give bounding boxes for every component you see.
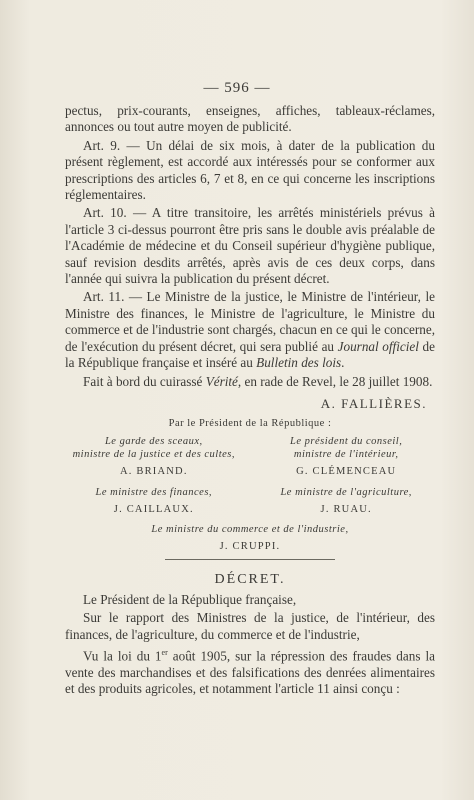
garde-name: A. BRIAND. bbox=[119, 466, 188, 478]
conseil-title-line2: ministre de l'intérieur, bbox=[293, 449, 399, 461]
finances-title: Le ministre des finances, bbox=[95, 486, 213, 498]
vu-text-start: Vu la loi du 1 bbox=[83, 648, 162, 664]
agriculture-name: J. RUAU. bbox=[320, 503, 372, 515]
paragraph-fait-a-bord bbox=[65, 374, 435, 390]
par-le-president: Par le Président de la République : bbox=[168, 418, 332, 430]
signature-row-2 bbox=[65, 486, 435, 518]
art11-text-start: Art. 11. — Le Ministre de la justice, le Ministre de l'intérieur, le Ministre des finances, le Ministre de l'agriculture, le Ministre du commerce et de l'industrie sont chargés, chacun en ce qui le concerne, de l'exécution du présent décret, qui sera publié au bbox=[65, 289, 435, 354]
signature-agriculture bbox=[257, 486, 435, 518]
signature-president-du-conseil bbox=[257, 435, 435, 480]
section-divider bbox=[165, 559, 335, 560]
paragraph-continuation: pectus, prix-courants, enseignes, affiches, tableaux-réclames, annonces ou tout autre moyen de publicité. bbox=[65, 103, 435, 135]
conseil-name: G. CLÉMENCEAU bbox=[296, 466, 397, 478]
decret-line-vu-la-loi bbox=[65, 645, 435, 698]
vu-text-end: août 1905, sur la répression des fraudes dans la vente des marchandises et des falsifications des denrées alimentaires et des produits agricoles, et notamment l'article 11 ainsi conçu : bbox=[65, 648, 435, 697]
page-number: — 596 — bbox=[203, 80, 271, 96]
paragraph-art9: Art. 9. — Un délai de six mois, à dater de la publication du présent règlement, est accordé aux intéressés pour se conformer aux prescriptions des articles 6, 7 et 8, en ce qui concerne les inscriptions réglementaires. bbox=[65, 137, 435, 203]
agriculture-title: Le ministre de l'agriculture, bbox=[280, 486, 412, 498]
decret-heading: DÉCRET. bbox=[214, 571, 286, 587]
fait-text-end: , en rade de Revel, le 28 juillet 1908. bbox=[237, 373, 433, 389]
document-body bbox=[65, 103, 435, 698]
art11-text-middle: de la République française et inséré au bbox=[65, 338, 435, 371]
journal-officiel-title: Journal officiel bbox=[337, 338, 419, 354]
president-signature: A. FALLIÈRES. bbox=[320, 395, 427, 411]
paragraph-art10: Art. 10. — A titre transitoire, les arrêtés ministériels prévus à l'article 3 ci-dessus pourront être pris sans le double avis préalable de l'Académie de médecine et du Conseil supérieur d'hygiène publique, sauf revision desdits arrêtés, après avis de ces deux corps, dans l'année qui suivra la publication du présent décret. bbox=[65, 205, 435, 287]
signature-finances bbox=[65, 486, 243, 518]
garde-title-line1: Le garde des sceaux, bbox=[104, 436, 203, 448]
signature-row-1 bbox=[65, 435, 435, 480]
signature-commerce bbox=[65, 523, 435, 555]
ship-name: Vérité bbox=[205, 373, 238, 389]
fait-text-start: Fait à bord du cuirassé bbox=[83, 373, 206, 389]
bulletin-des-lois-title: Bulletin des lois bbox=[256, 355, 342, 371]
vu-superscript: er bbox=[161, 648, 168, 658]
decret-line-president: Le Président de la République française, bbox=[83, 591, 297, 607]
signature-garde-des-sceaux bbox=[65, 435, 243, 480]
conseil-title-line1: Le président du conseil, bbox=[290, 436, 403, 448]
finances-name: J. CAILLAUX. bbox=[113, 503, 194, 515]
commerce-title: Le ministre du commerce et de l'industrie, bbox=[151, 524, 349, 536]
paragraph-art11 bbox=[65, 289, 435, 371]
garde-title-line2: ministre de la justice et des cultes, bbox=[72, 449, 236, 461]
commerce-name: J. CRUPPI. bbox=[219, 541, 281, 553]
art11-text-end: . bbox=[341, 355, 345, 371]
decret-line-rapport: Sur le rapport des Ministres de la justice, de l'intérieur, des finances, de l'agriculture, du commerce et de l'industrie, bbox=[65, 610, 435, 642]
